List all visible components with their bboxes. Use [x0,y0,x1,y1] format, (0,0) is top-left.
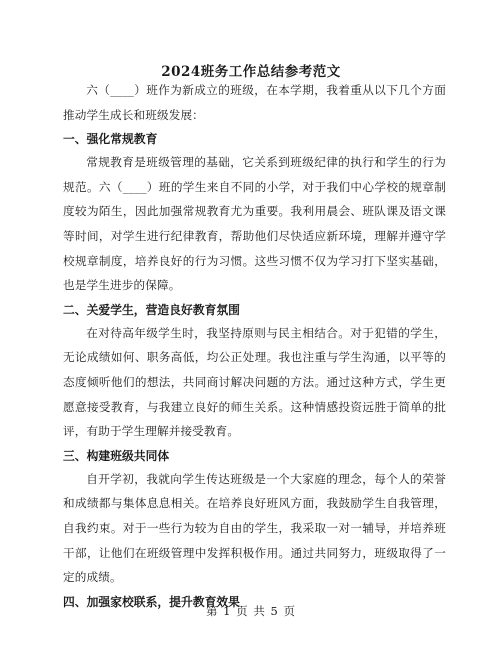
section-heading-3: 三、构建班级共同体 [63,448,170,463]
section-body-1: 常规教育是班级管理的基础，它关系到班级纪律的执行和学生的行为规范。六（____）班的学生来自不同的小学，对于我们中心学校的规章制度较为陌生，因此加强常规教育尤为重要。我利用晨会、班队课及语文课等时间，对学生进行纪律教育，帮助他们尽快适应新环境，理解并遵守学校规章制度，培养良好的行为习惯。这些习惯不仅为学习打下坚实基础，也是学生进步的保障。 [63,155,446,293]
section-body-3: 自开学初，我就向学生传达班级是一个大家庭的理念，每个人的荣誉和成绩都与集体息息相关。在培养良好班风方面，我鼓励学生自我管理，自我约束。对于一些行为较为自由的学生，我采取一对一辅导，并培养班干部，让他们在班级管理中发挥积极作用。通过共同努力，班级取得了一定的成绩。 [63,471,446,585]
section-heading-2: 二、关爱学生，营造良好教育氛围 [63,302,240,317]
section-heading-4: 四、加强家校联系，提升教育效果 [63,594,240,609]
document-body [63,78,446,613]
document-title: 2024班务工作总结参考范文 [161,64,341,80]
section-body-2: 在对待高年级学生时，我坚持原则与民主相结合。对于犯错的学生，无论成绩如何、职务高低，均公正处理。我也注重与学生沟通，以平等的态度倾听他们的想法，共同商讨解决问题的方法。通过这种方式，学生更愿意接受教育，与我建立良好的师生关系。这种情感投资远胜于简单的批评，有助于学生理解并接受教育。 [63,325,446,439]
page-number-footer: 第 1 页 共 5 页 [206,604,296,618]
section-heading-1: 一、强化常规教育 [63,132,158,147]
intro-paragraph: 六（____）班作为新成立的班级，在本学期，我着重从以下几个方面推动学生成长和班级发展： [63,83,446,122]
